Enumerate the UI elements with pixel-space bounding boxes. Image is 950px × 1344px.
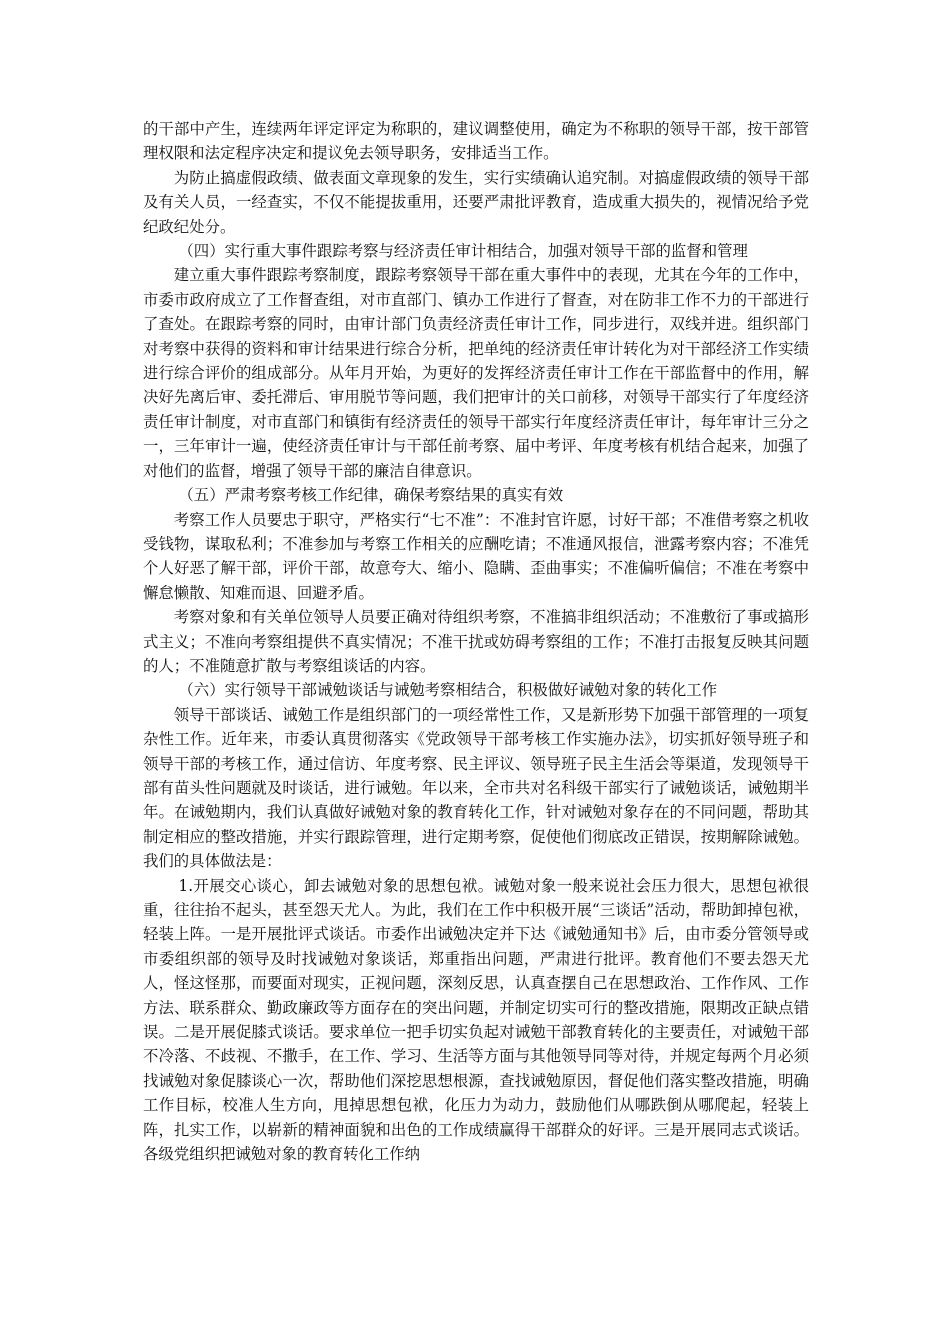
paragraph-item-1: 1.开展交心谈心，卸去诫勉对象的思想包袱。诫勉对象一般来说社会压力很大，思想包袱很重，往往抬不起头，甚至怨天尤人。为此，我们在工作中积极开展“三谈话”活动，帮助卸掉包袱，轻装上阵。一是开展批评式谈话。市委作出诫勉决定并下达《诫勉通知书》后，由市委分管领导或市委组织部的领导及时找诫勉对象谈话，郑重指出问题，严肃进行批评。教育他们不要去怨天尤人，怪这怪那，而要面对现实，正视问题，深刻反思，认真查摆自己在思想政治、工作作风、工作方法、联系群众、勤政廉政等方面存在的突出问题，并制定切实可行的整改措施，限期改正缺点错误。二是开展促膝式谈话。要求单位一把手切实负起对诫勉干部教育转化的主要责任，对诫勉干部不冷落、不歧视、不撒手，在工作、学习、生活等方面与其他领导同等对待，并规定每两个月必须找诫勉对象促膝谈心一次，帮助他们深挖思想根源，查找诫勉原因，督促他们落实整改措施，明确工作目标，校准人生方向，甩掉思想包袱，化压力为动力，鼓励他们从哪跌倒从哪爬起，轻装上阵，扎实工作，以崭新的精神面貌和出色的工作成绩赢得干部群众的好评。三是开展同志式谈话。各级党组织把诫勉对象的教育转化工作纳 bbox=[143, 876, 809, 1164]
document-page bbox=[143, 117, 809, 1166]
paragraph-admonition-talks: 领导干部谈话、诫勉工作是组织部门的一项经常性工作，又是新形势下加强干部管理的一项复杂性工作。近年来，市委认真贯彻落实《党政领导干部考核工作实施办法》，切实抓好领导班子和领导干部的考核工作，通过信访、年度考察、民主评议、领导班子民主生活会等渠道，发现领导干部有苗头性问题就及时谈话，进行诫勉。年以来，全市共对名科级干部实行了诫勉谈话，诫勉期半年。在诫勉期内，我们认真做好诫勉对象的教育转化工作，针对诫勉对象存在的不同问题，帮助其制定相应的整改措施，并实行跟踪管理，进行定期考察，促使他们彻底改正错误，按期解除诫勉。我们的具体做法是： bbox=[143, 705, 809, 871]
paragraph-continuation: 的干部中产生，连续两年评定评定为称职的，建议调整使用，确定为不称职的领导干部，按干部管理权限和法定程序决定和提议免去领导职务，安排适当工作。 bbox=[143, 120, 809, 163]
section-heading-5: （五）严肃考察考核工作纪律，确保考察结果的真实有效 bbox=[178, 486, 564, 505]
paragraph-inspection-targets: 考察对象和有关单位领导人员要正确对待组织考察，不准搞非组织活动；不准敷衍了事或搞形式主义；不准向考察组提供不真实情况；不准干扰或妨碍考察组的工作；不准打击报复反映其问题的人；不准随意扩散与考察组谈话的内容。 bbox=[143, 608, 809, 675]
paragraph-tracking-audit: 建立重大事件跟踪考察制度，跟踪考察领导干部在重大事件中的表现，尤其在今年的工作中，市委市政府成立了工作督查组，对市直部门、镇办工作进行了督查，对在防非工作不力的干部进行了查处。在跟踪考察的同时，由审计部门负责经济责任审计工作，同步进行，双线并进。组织部门对考察中获得的资料和审计结果进行综合分析，把单纯的经济责任审计转化为对干部经济工作实绩进行综合评价的组成部分。从年月开始，为更好的发挥经济责任审计工作在干部监督中的作用，解决好先离后审、委托滞后、审用脱节等问题，我们把审计的关口前移，对领导干部实行了年度经济责任审计制度，对市直部门和镇街有经济责任的领导干部实行年度经济责任审计，每年审计三分之一，三年审计一遍，使经济责任审计与干部任前考察、届中考评、年度考核有机结合起来，加强了对他们的监督，增强了领导干部的廉洁自律意识。 bbox=[143, 266, 809, 480]
paragraph-verification: 为防止搞虚假政绩、做表面文章现象的发生，实行实绩确认追究制。对搞虚假政绩的领导干部及有关人员，一经查实，不仅不能提拔重用，还要严肃批评教育，造成重大损失的，视情况给予党纪政纪处分。 bbox=[143, 168, 809, 236]
paragraph-seven-prohibitions: 考察工作人员要忠于职守，严格实行“七不准”：不准封官许愿，讨好干部；不准借考察之机收受钱物，谋取私利；不准参加与考察工作相关的应酬吃请；不准通风报信，泄露考察内容；不准凭个人好恶了解干部，评价干部，故意夸大、缩小、隐瞒、歪曲事实；不准偏听偏信；不准在考察中懈怠懒散、知难而退、回避矛盾。 bbox=[143, 510, 809, 602]
section-heading-4: （四）实行重大事件跟踪考察与经济责任审计相结合，加强对领导干部的监督和管理 bbox=[178, 242, 748, 261]
section-heading-6: （六）实行领导干部诫勉谈话与诫勉考察相结合，积极做好诫勉对象的转化工作 bbox=[178, 681, 718, 700]
